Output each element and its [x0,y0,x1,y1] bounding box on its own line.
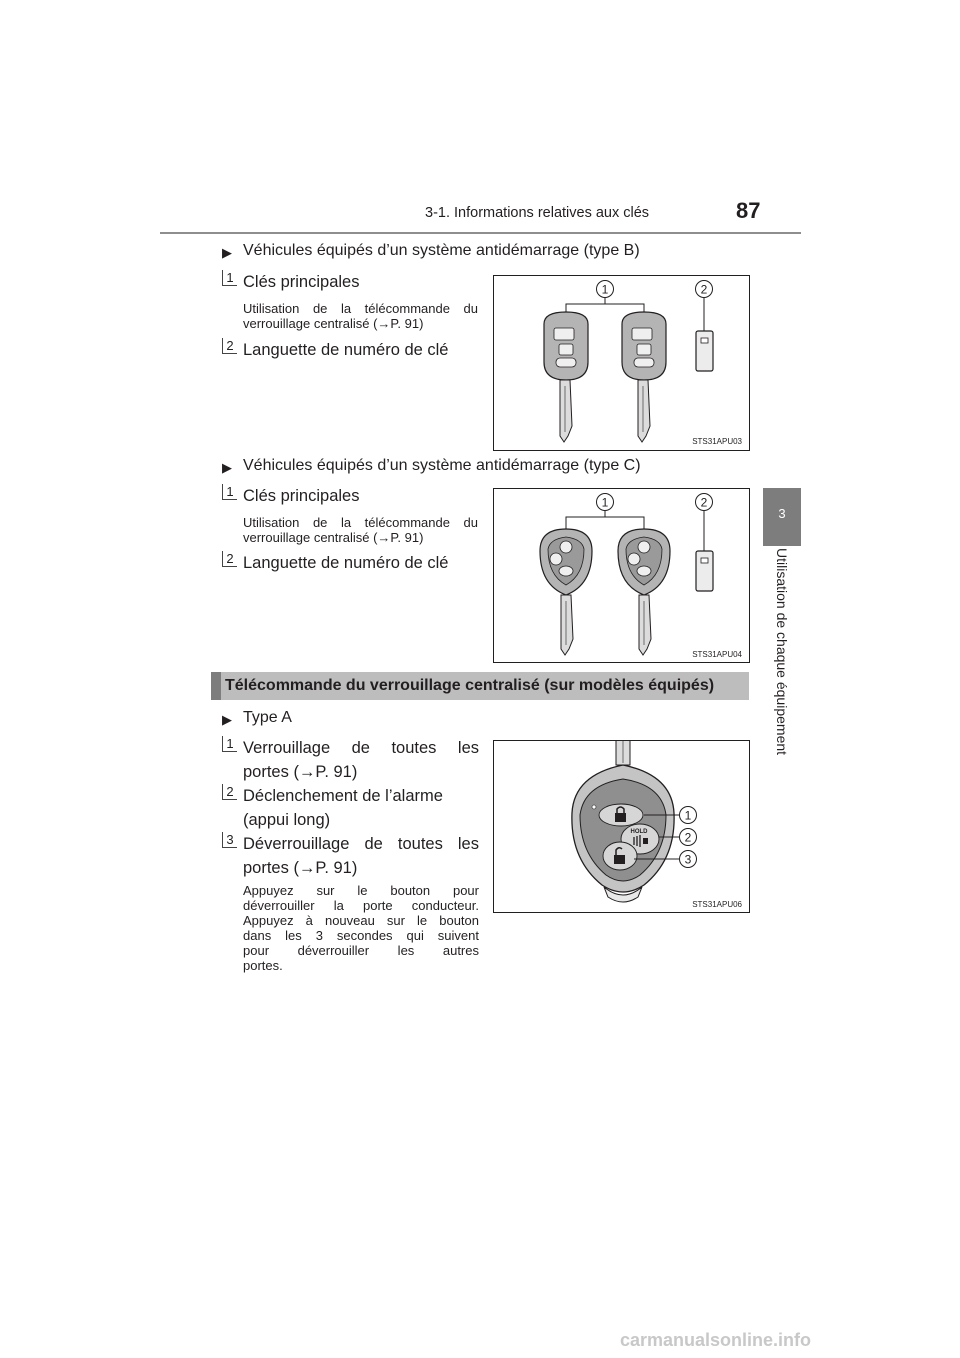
remote-type-a-illustration [494,741,748,911]
item-line: Verrouillage de toutes les [243,739,479,757]
note-line: pour déverrouiller les autres [243,943,479,958]
item-number-badge: 2 [222,784,237,800]
note-line: Appuyez à nouveau sur le bouton [243,913,479,928]
block-b-item1-note [243,301,478,331]
note-line: Utilisation de la télécommande du [243,301,478,316]
figure-keys-type-c [493,488,750,663]
triangle-bullet-icon: ▶ [222,245,232,260]
item-number-badge: 1 [222,484,237,500]
callout-2: 2 [684,830,692,845]
figure-remote-type-a [493,740,750,913]
item-number-badge: 2 [222,338,237,354]
callout-1: 1 [601,495,609,510]
hold-label: HOLD [630,829,648,835]
chapter-title: Utilisation de chaque équipement [774,548,790,756]
figure-code: STS31APU03 [692,437,742,446]
page-number: 87 [736,198,761,223]
block-b-item2-label: Languette de numéro de clé [243,341,449,359]
figure-keys-type-b [493,275,750,451]
figure-code: STS31APU04 [692,650,742,659]
item-line: portes (→P. 91) [243,763,358,781]
chapter-number: 3 [778,506,786,521]
key-number-tag-icon [696,551,713,591]
block-a-heading: Type A [243,709,292,726]
figure-code: STS31APU06 [692,900,742,909]
block-b-item1-label: Clés principales [243,273,360,291]
block-c-item2-label: Languette de numéro de clé [243,554,449,572]
keys-type-b-illustration [494,276,748,449]
block-a-note [243,883,479,973]
block-b-heading: Véhicules équipés d’un système antidémarrage (type B) [243,242,640,259]
note-line: Utilisation de la télécommande du [243,515,478,530]
note-line: dans les 3 secondes qui suivent [243,928,479,943]
block-c-item1-label: Clés principales [243,487,360,505]
key-icon [622,312,666,442]
block-a-item1 [243,736,479,784]
callout-2: 2 [700,282,708,297]
item-number-badge: 1 [222,270,237,286]
key-icon [540,529,592,655]
item-line: Déclenchement de l’alarme [243,787,443,805]
callout-1: 1 [601,282,609,297]
key-icon [618,529,670,655]
block-a-item2 [243,784,479,832]
triangle-bullet-icon: ▶ [222,712,232,727]
triangle-bullet-icon: ▶ [222,460,232,475]
item-number-badge: 2 [222,551,237,567]
key-icon [544,312,588,442]
block-a-item3 [243,832,479,880]
item-number-badge: 3 [222,832,237,848]
section-title: Télécommande du verrouillage centralisé (sur modèles équipés) [225,677,715,694]
item-number-badge: 1 [222,736,237,752]
running-header-section: 3-1. Informations relatives aux clés [425,205,650,221]
header-rule [160,232,801,234]
key-number-tag-icon [696,331,713,371]
note-line: portes. [243,958,283,973]
callout-3: 3 [684,852,692,867]
watermark-text: carmanualsonline.info [620,1330,812,1350]
item-line: Déverrouillage de toutes les [243,835,479,853]
note-line: déverrouiller la porte conducteur. [243,898,479,913]
block-c-heading: Véhicules équipés d’un système antidémarrage (type C) [243,457,641,474]
block-c-item1-note [243,515,478,545]
item-line: portes (→P. 91) [243,859,358,877]
callout-1: 1 [684,808,692,823]
note-line: verrouillage centralisé (→P. 91) [243,316,424,331]
keys-type-c-illustration [494,489,748,661]
item-line: (appui long) [243,811,331,829]
note-line: verrouillage centralisé (→P. 91) [243,530,424,545]
unlock-button-icon [603,842,637,870]
callout-2: 2 [700,495,708,510]
note-line: Appuyez sur le bouton pour [243,883,479,898]
lock-button-icon [599,804,643,826]
